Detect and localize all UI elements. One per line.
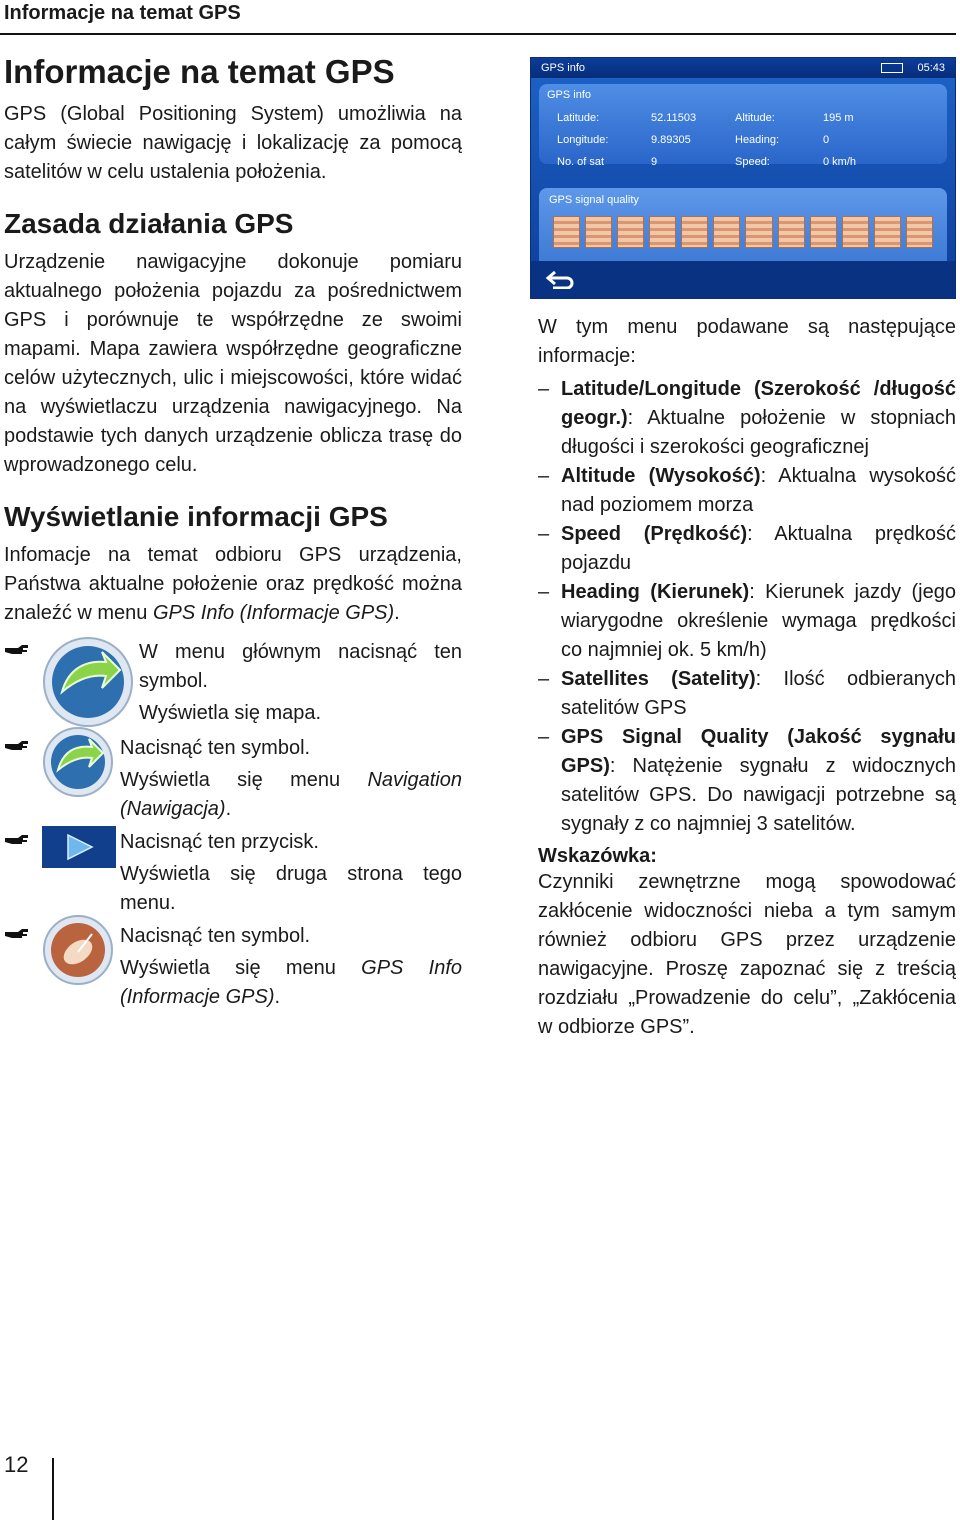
sats-value: 9	[651, 156, 658, 168]
list-item: – GPS Signal Quality (Jakość sygnału GPS): Natężenie sygnału z widocznych satelitów GPS. Do nawigacji potrzebne są sygnały z co najmniej 3 satelitów.	[538, 723, 956, 839]
latitude-value: 52.11503	[651, 112, 697, 124]
section-title: Zasada działania GPS	[4, 208, 294, 240]
info-list	[538, 375, 956, 839]
signal-bar	[553, 216, 580, 248]
screen-status-bar	[531, 58, 955, 78]
intro-text: W tym menu podawane są następujące informacje:	[538, 316, 956, 367]
section-text: GPS (Global Positioning System) umożliwia na całym świecie nawigację i lokalizację za pomocą satelitów w celu ustalenia położenia.	[4, 103, 462, 184]
main-menu-arrow-icon[interactable]	[42, 636, 134, 728]
screen-window-title: GPS info	[541, 62, 586, 74]
gps-info-panel	[539, 84, 947, 168]
page-number: 12	[4, 1452, 29, 1477]
signal-bar	[585, 216, 612, 248]
pointing-hand-icon	[4, 738, 30, 752]
signal-bar	[745, 216, 772, 248]
step-2	[4, 734, 462, 824]
navigation-arrow-icon[interactable]	[42, 726, 114, 798]
note-title: Wskazówka:	[538, 845, 657, 867]
speed-value: 0 km/h	[823, 156, 857, 168]
latitude-label: Latitude:	[557, 112, 600, 124]
step-result: Wyświetla się druga strona tego menu.	[120, 862, 462, 914]
header-rule	[0, 33, 956, 35]
section-title: Informacje na temat GPS	[4, 53, 395, 90]
step-1	[4, 638, 462, 730]
pointing-hand-icon	[4, 832, 30, 846]
list-item: – Altitude (Wysokość): Aktualna wysokość nad poziomem morza	[538, 462, 956, 520]
signal-bar	[778, 216, 805, 248]
step-result: Wyświetla się menu GPS Info (Informacje GPS).	[120, 956, 462, 1008]
panel-title: GPS info	[547, 89, 592, 101]
pointing-hand-icon	[4, 642, 30, 656]
step-action: W menu głównym nacisnąć ten symbol.	[139, 640, 462, 692]
signal-bar	[874, 216, 901, 248]
altitude-value: 195 m	[823, 112, 854, 124]
signal-bar	[617, 216, 644, 248]
section-gps-info	[4, 54, 462, 187]
altitude-label: Altitude:	[735, 112, 775, 124]
battery-icon	[881, 63, 903, 73]
signal-bar	[649, 216, 676, 248]
step-3	[4, 828, 462, 918]
quality-title: GPS signal quality	[549, 194, 639, 206]
section-gps-principle	[4, 209, 462, 480]
step-result: Wyświetla się menu Navigation (Nawigacja).	[120, 768, 462, 820]
list-item: – Heading (Kierunek): Kierunek jazdy (jego wiarygodne określenie wymaga prędkości co najmniej ok. 5 km/h)	[538, 578, 956, 665]
heading-value: 0	[823, 134, 830, 146]
running-title: Informacje na temat GPS	[4, 2, 241, 24]
section-text: Infomacje na temat odbioru GPS urządzenia, Państwa aktualne położenie oraz prędkość można znaleźć w menu GPS Info (Informacje GPS).	[4, 543, 462, 624]
right-column	[538, 313, 956, 1042]
speed-label: Speed:	[735, 156, 770, 168]
step-4	[4, 922, 462, 1012]
list-item: – Speed (Prędkość): Aktualna prędkość pojazdu	[538, 520, 956, 578]
satellite-dish-icon[interactable]	[42, 914, 114, 986]
footer-rule	[52, 1458, 54, 1520]
signal-bar	[842, 216, 869, 248]
section-title: Wyświetlanie informacji GPS	[4, 501, 388, 533]
play-button-icon[interactable]	[42, 826, 116, 868]
signal-bar	[681, 216, 708, 248]
back-arrow-icon[interactable]	[545, 269, 575, 289]
signal-bars	[553, 216, 933, 248]
gps-info-screenshot	[530, 57, 956, 299]
list-item: – Satellites (Satelity): Ilość odbieranych satelitów GPS	[538, 665, 956, 723]
heading-label: Heading:	[735, 134, 780, 146]
sats-label: No. of sat	[557, 156, 605, 168]
pointing-hand-icon	[4, 926, 30, 940]
note-text: Czynniki zewnętrzne mogą spowodować zakłócenie widoczności nieba a tym samym również odbioru GPS przez urządzenie nawigacyjne. Proszę zapoznać się z treścią rozdziału „Prowadzenie do celu”, „Zakłócenia w odbiorze GPS”.	[538, 871, 956, 1038]
signal-bar	[906, 216, 933, 248]
left-column	[4, 54, 462, 1012]
step-action: Nacisnąć ten symbol.	[120, 736, 311, 759]
list-item: – Latitude/Longitude (Szerokość /długość geogr.): Aktualne położenie w stopniach długości i szerokości geograficznej	[538, 375, 956, 462]
screen-bottom-bar	[531, 261, 955, 298]
step-action: Nacisnąć ten symbol.	[120, 924, 311, 947]
section-gps-display	[4, 502, 462, 628]
screen-clock: 05:43	[881, 62, 945, 74]
signal-bar	[713, 216, 740, 248]
step-action: Nacisnąć ten przycisk.	[120, 830, 319, 853]
section-text: Urządzenie nawigacyjne dokonuje pomiaru aktualnego położenia pojazdu za pośrednictwem GPS i porównuje te współrzędne ze swoimi mapami. Mapa zawiera współrzędne geograficzne celów użytecznych, ulic i miejscowości, które widać na wyświetlaczu urządzenia nawigacyjnego. Na podstawie tych danych urządzenie oblicza trasę do wprowadzonego celu.	[4, 251, 462, 477]
signal-bar	[810, 216, 837, 248]
step-result: Wyświetla się mapa.	[139, 701, 322, 724]
longitude-value: 9.89305	[651, 134, 691, 146]
longitude-label: Longitude:	[557, 134, 609, 146]
